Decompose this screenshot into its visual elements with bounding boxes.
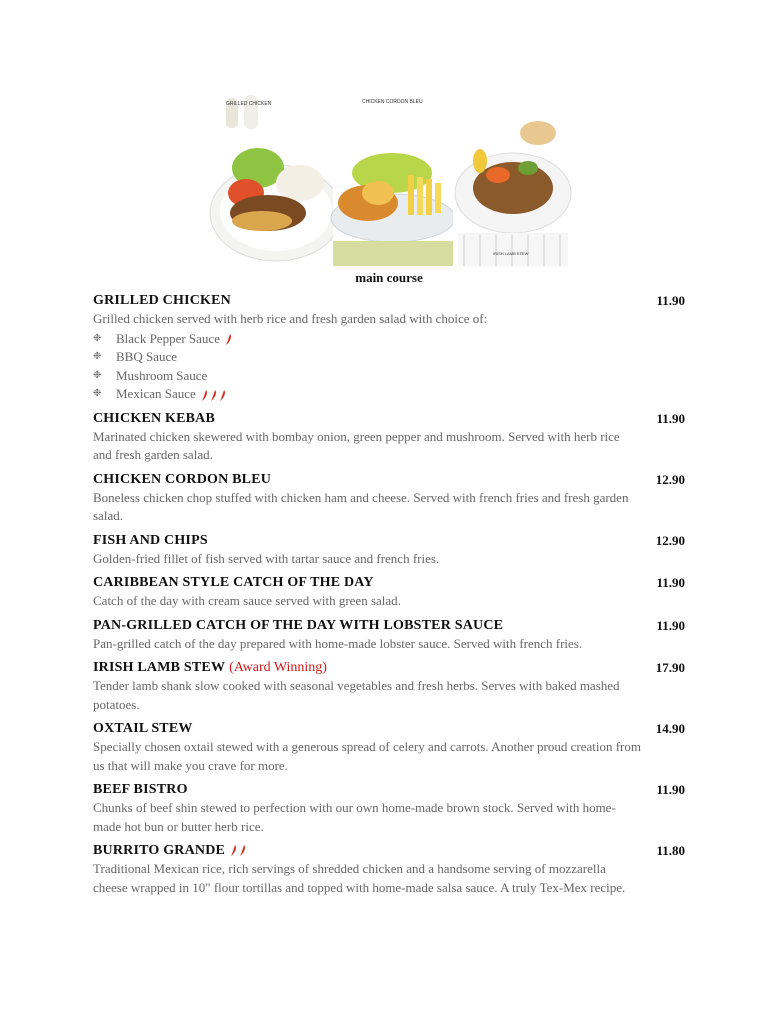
menu-item — [93, 573, 685, 611]
sauce-option-label: Mexican Sauce — [116, 386, 196, 401]
chili-icons — [224, 333, 233, 346]
snowflake-bullet-icon: ❉ — [93, 351, 102, 362]
menu-item-price: 17.90 — [655, 660, 685, 675]
chili-pepper-icon — [211, 390, 216, 401]
sauce-option — [93, 385, 685, 404]
menu-item-name: IRISH LAMB STEW — [93, 660, 226, 675]
menu-item-header — [93, 616, 685, 635]
menu-item — [93, 780, 685, 836]
menu-item-header — [93, 291, 685, 310]
menu-item-name: PAN-GRILLED CATCH OF THE DAY WITH LOBSTER SAUCE — [93, 617, 504, 633]
menu-item — [93, 658, 685, 714]
menu-item-description: Catch of the day with cream sauce served with green salad. — [93, 593, 401, 608]
menu-item-description: Golden-fried fillet of fish served with tartar sauce and french fries. — [93, 550, 440, 566]
menu-item-header — [93, 409, 685, 428]
sauce-option-label: BBQ Sauce — [116, 349, 178, 364]
menu-item-description: Marinated chicken skewered with bombay onion, green pepper and mushroom. Served with herb rice and fresh garden salad. — [93, 428, 620, 462]
menu-item-name: BEEF BISTRO — [93, 782, 188, 797]
menu-item — [93, 616, 685, 654]
menu-item-header — [93, 658, 685, 677]
snowflake-bullet-icon: ❉ — [93, 388, 102, 399]
snowflake-bullet-icon: ❉ — [93, 369, 102, 381]
irish-lamb-stew-photo — [453, 93, 573, 266]
menu-item — [93, 291, 685, 404]
menu-item-name: FISH AND CHIPS — [93, 532, 208, 548]
chili-pepper-icon — [202, 390, 207, 401]
menu-item-price: 11.90 — [656, 575, 685, 590]
photo-label-cordon-bleu: CHICKEN CORDON BLEU — [362, 99, 423, 105]
food-photo-collage — [208, 93, 573, 266]
chili-pepper-icon — [226, 334, 231, 345]
menu-item-description: Traditional Mexican rice, rich servings of shredded chicken and a handsome serving of mozzarella cheese wrapped in 10" flour tortillas and topped with home-made salsa sauce. A truly Tex-Mex recipe. — [93, 861, 626, 895]
menu-item-name: CARIBBEAN STYLE CATCH OF THE DAY — [93, 575, 374, 590]
menu-item — [93, 841, 685, 897]
menu-item-price: 11.80 — [656, 843, 685, 858]
chili-pepper-icon — [220, 390, 225, 401]
menu-item-header — [93, 719, 685, 738]
menu-item-price: 12.90 — [655, 532, 685, 548]
photo-label-grilled-chicken: GRILLED CHICKEN — [226, 101, 272, 107]
chili-pepper-icon — [231, 845, 236, 856]
menu-item-header — [93, 841, 685, 860]
menu-item-description: Chunks of beef shin stewed to perfection with our own home-made brown stock. Served with home-made hot bun or butter herb rice. — [93, 800, 616, 834]
menu-item — [93, 409, 685, 465]
chili-pepper-icon — [240, 845, 245, 856]
menu-item-price: 11.90 — [656, 293, 685, 308]
snowflake-bullet-icon: ❉ — [93, 332, 102, 344]
menu-item — [93, 470, 685, 526]
menu-item-description: Grilled chicken served with herb rice and fresh garden salad with choice of: — [93, 311, 488, 326]
sauce-option — [93, 348, 685, 367]
menu-item-name: CHICKEN KEBAB — [93, 410, 216, 426]
chicken-cordon-bleu-photo — [331, 93, 455, 266]
menu-item-header — [93, 531, 685, 550]
section-title: main course — [355, 270, 423, 285]
menu-item-name: BURRITO GRANDE — [93, 843, 226, 858]
chili-icons — [229, 844, 247, 857]
menu-list — [93, 291, 685, 902]
sauce-option-label: Black Pepper Sauce — [116, 330, 220, 346]
chili-icons — [200, 389, 227, 402]
menu-item-price: 11.90 — [656, 782, 685, 797]
menu-item-header — [93, 573, 685, 592]
sauce-option — [93, 330, 685, 349]
award-badge: (Award Winning) — [229, 660, 327, 675]
menu-item-price: 11.90 — [656, 410, 685, 426]
menu-item-name: CHICKEN CORDON BLEU — [93, 471, 272, 487]
menu-item-name: GRILLED CHICKEN — [93, 293, 231, 308]
menu-item-price: 11.90 — [656, 617, 685, 633]
sauce-option-label: Mushroom Sauce — [116, 367, 208, 383]
menu-item — [93, 531, 685, 569]
menu-item-description: Specially chosen oxtail stewed with a generous spread of celery and carrots. Another proud creation from us that will make you crave for more. — [93, 739, 641, 773]
menu-item — [93, 719, 685, 775]
menu-item-description: Boneless chicken chop stuffed with chicken ham and cheese. Served with french fries and fresh garden salad. — [93, 489, 629, 523]
menu-item-description: Tender lamb shank slow cooked with seasonal vegetables and fresh herbs. Serves with baked mashed potatoes. — [93, 678, 620, 712]
menu-item-description: Pan-grilled catch of the day prepared with home-made lobster sauce. Served with french fries. — [93, 635, 583, 651]
menu-item-price: 12.90 — [655, 471, 685, 487]
menu-item-header — [93, 470, 685, 489]
sauce-option — [93, 367, 685, 386]
menu-item-name: OXTAIL STEW — [93, 721, 193, 736]
menu-item-price: 14.90 — [655, 721, 685, 736]
grilled-chicken-photo — [208, 93, 342, 266]
photo-label-lamb-stew: IRISH LAMB STEW — [493, 251, 529, 256]
menu-item-header — [93, 780, 685, 799]
sauce-list — [93, 330, 685, 404]
